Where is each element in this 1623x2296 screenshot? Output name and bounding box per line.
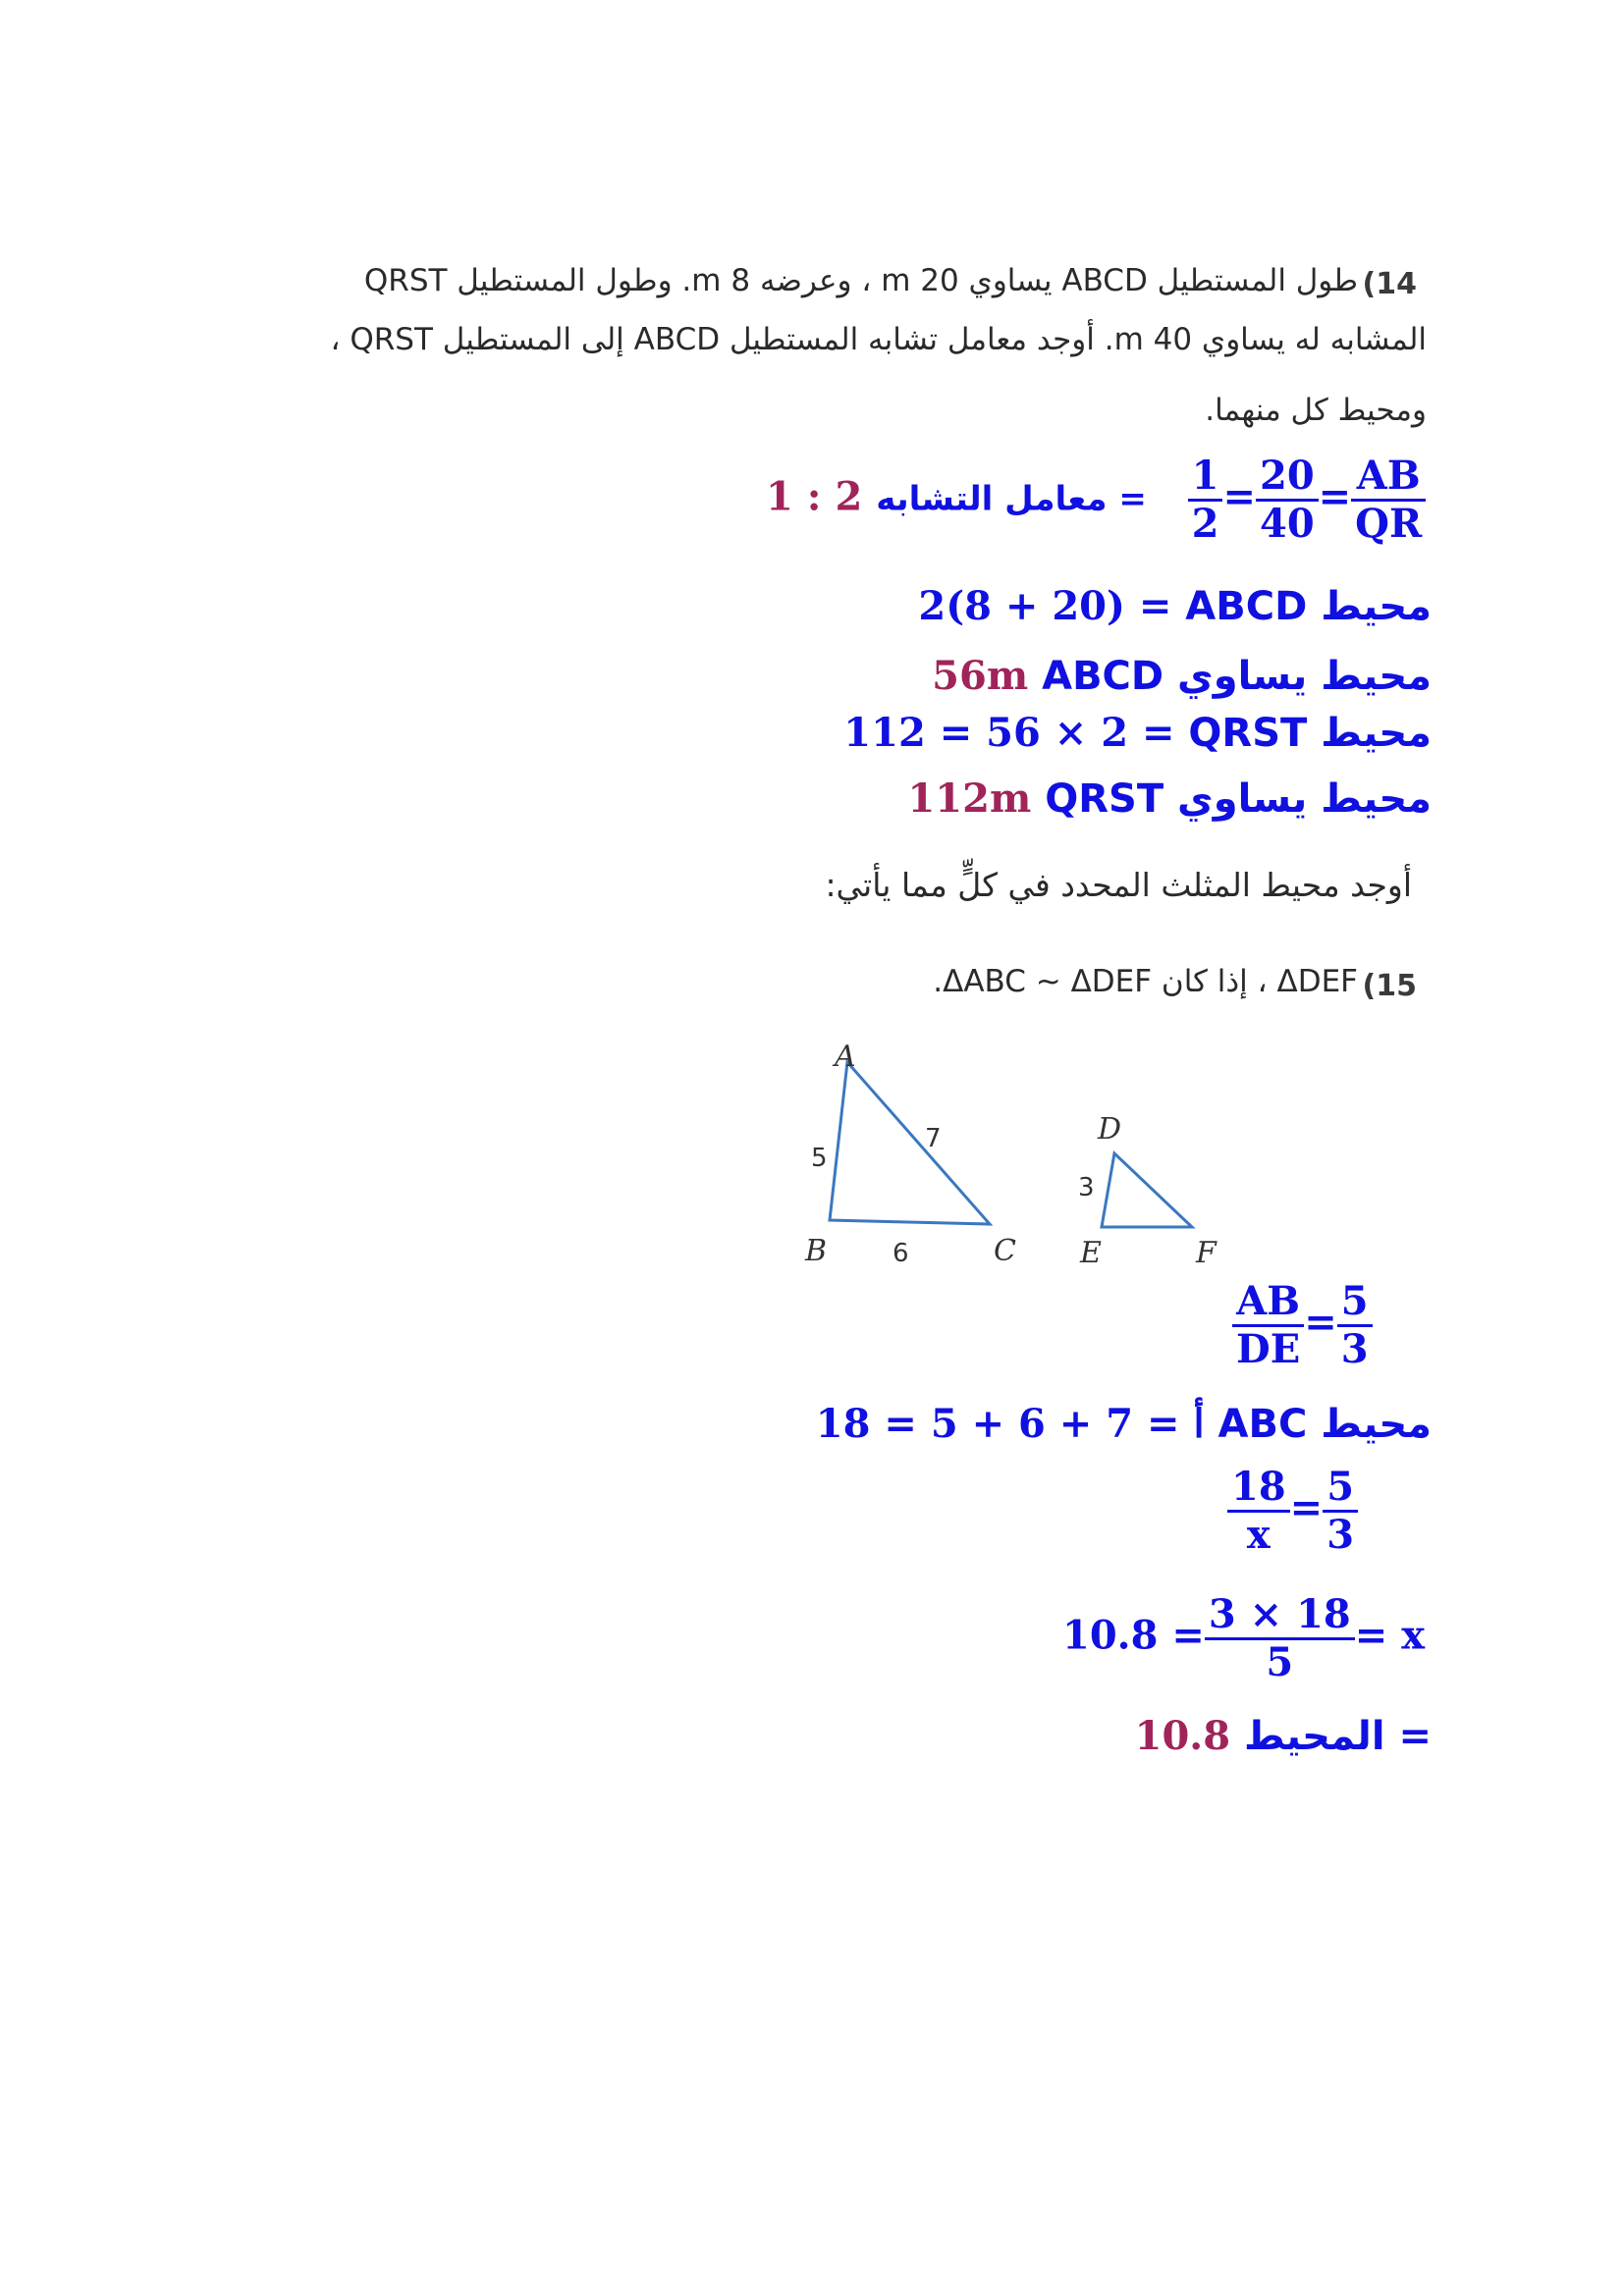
triangle-abc bbox=[830, 1062, 990, 1224]
ratio-ab-de-row: $\frac{AB}{DE}$ = $\frac{5}{3}$ bbox=[1232, 1279, 1373, 1372]
vertex-b-label: B bbox=[805, 1234, 828, 1268]
final-perimeter-row bbox=[1135, 1713, 1432, 1759]
section-heading: أوجد محيط المثلث المحدد في كلٍّ مما يأتي: bbox=[825, 866, 1412, 904]
triangle-def bbox=[1102, 1153, 1192, 1227]
final-perimeter-label: المحيط = bbox=[1244, 1714, 1432, 1759]
solve-x-row: 10.8 = $\frac{3 \times 18}{5}$ = x bbox=[1062, 1591, 1426, 1685]
question-14-line-3: ومحيط كل منهما. bbox=[1205, 393, 1427, 428]
question-15-number: (15 bbox=[1362, 969, 1417, 1003]
fraction-5-3: $\frac{5}{3}$ bbox=[1337, 1279, 1373, 1372]
vertex-c-label: C bbox=[994, 1234, 1016, 1268]
fraction-5-3-b: $\frac{5}{3}$ bbox=[1323, 1465, 1358, 1558]
triangles-figure bbox=[785, 1041, 1237, 1276]
fraction-3x18-5: $\frac{3 \times 18}{5}$ bbox=[1205, 1592, 1355, 1685]
question-14-line-1: طول المستطيل ABCD يساوي 20 m ، وعرضه 8 m. وطول المستطيل QRST bbox=[363, 263, 1358, 298]
perimeter-qrst-value: 112m bbox=[907, 775, 1032, 822]
fraction-20-40: $\frac{20}{40}$ bbox=[1256, 454, 1319, 547]
scale-factor-label: معامل التشابه = bbox=[876, 479, 1147, 519]
perimeter-abcd-value: 56m bbox=[932, 653, 1029, 699]
perimeter-abcd-formula-row: 2(8 + 20) = ABCD محيط bbox=[918, 583, 1432, 629]
final-perimeter-value: 10.8 bbox=[1134, 1713, 1231, 1759]
question-15-text: ΔDEF ، إذا كان ΔABC ~ ΔDEF. bbox=[933, 964, 1358, 999]
question-14-line-2: المشابه له يساوي 40 m. أوجد معامل تشابه المستطيل ABCD إلى المستطيل QRST ، bbox=[330, 322, 1427, 357]
perimeter-abcd-result-row: 56m ABCD محيط يساوي bbox=[932, 653, 1432, 699]
vertex-e-label: E bbox=[1080, 1236, 1102, 1270]
scale-factor-value: 1 : 2 bbox=[766, 473, 863, 520]
fraction-ab-qr: $\frac{AB}{QR}$ bbox=[1351, 454, 1426, 547]
perimeter-qrst-result-row: 112m QRST محيط يساوي bbox=[907, 775, 1432, 822]
vertex-d-label: D bbox=[1098, 1112, 1122, 1147]
side-ac-length: 7 bbox=[925, 1124, 942, 1153]
perimeter-abc-row: 18 = 5 + 6 + 7 = أ ABC محيط bbox=[815, 1401, 1432, 1447]
proportion-row: $\frac{18}{x}$ = $\frac{5}{3}$ bbox=[1227, 1465, 1358, 1558]
question-14-number: (14 bbox=[1362, 267, 1417, 301]
fraction-18-x: $\frac{18}{x}$ bbox=[1227, 1465, 1290, 1558]
vertex-a-label: A bbox=[835, 1041, 856, 1074]
side-ab-length: 5 bbox=[811, 1144, 828, 1173]
scale-factor-row: 1 : 2 معامل التشابه = $\frac{1}{2}$ = $\frac{20}{40}$ = $\frac{AB}{QR}$ bbox=[766, 454, 1426, 547]
vertex-f-label: F bbox=[1196, 1236, 1217, 1270]
fraction-1-2: $\frac{1}{2}$ bbox=[1188, 454, 1223, 547]
fraction-ab-de: $\frac{AB}{DE}$ bbox=[1232, 1279, 1304, 1372]
perimeter-qrst-formula-row: 112 = 56 × 2 = QRST محيط bbox=[843, 710, 1432, 756]
side-bc-length: 6 bbox=[893, 1239, 909, 1268]
side-de-length: 3 bbox=[1078, 1173, 1095, 1202]
